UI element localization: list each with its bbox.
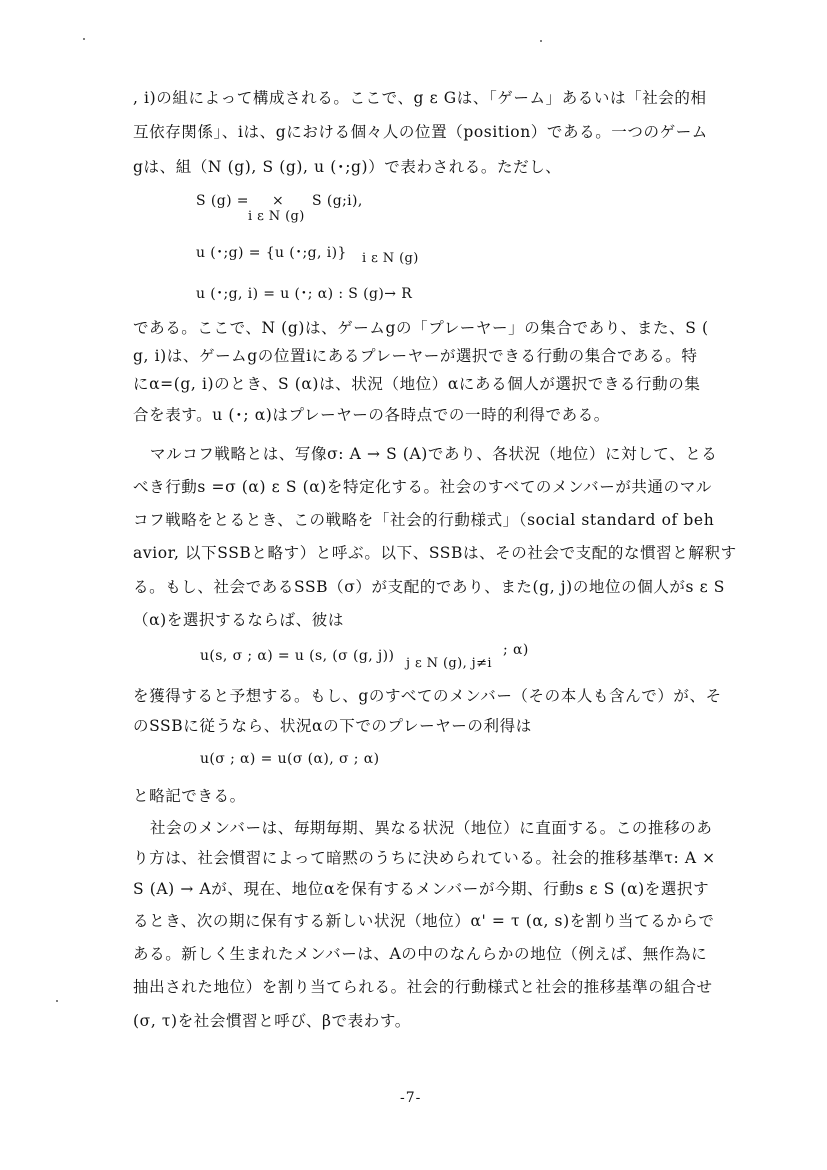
text-line: を獲得すると予想する。もし、gのすべてのメンバー（その本人も含んで）が、そ xyxy=(133,687,722,705)
text-line: , i)の組によって構成される。ここで、g ε Gは、「ゲーム」あるいは「社会的相 xyxy=(133,89,707,107)
text-line: g, i)は、ゲームgの位置iにあるプレーヤーが選択できる行動の集合である。特 xyxy=(133,347,698,365)
text-line: のSSBに従うなら、状況αの下でのプレーヤーの利得は xyxy=(133,717,532,735)
equation-lhs: S (g) = xyxy=(196,193,249,209)
text-line: にα=(g, i)のとき、S (α)は、状況（地位）αにある個人が選択できる行動の集 xyxy=(133,375,701,393)
text-line: である。ここで、N (g)は、ゲームgの「プレーヤー」の集合であり、また、S ( xyxy=(133,319,709,337)
equation-3: u (･;g, i) = u (･; α) : S (g)→ R xyxy=(196,286,413,302)
text-line: 抽出された地位）を割り当てられる。社会的行動様式と社会的推移基準の組合せ xyxy=(133,978,713,996)
scan-speck xyxy=(540,40,542,42)
text-line: る。もし、社会であるSSB（σ）が支配的であり、また(g, j)の地位の個人がs ε S xyxy=(133,578,725,596)
text-line: （α)を選択するならば、彼は xyxy=(133,611,344,629)
scan-speck xyxy=(83,38,85,40)
text-line: gは、組（N (g), S (g), u (･;g)）で表わされる。ただし、 xyxy=(133,158,562,176)
equation-rhs: S (g;i), xyxy=(312,193,363,209)
text-line: べき行動s =σ (α) ε S (α)を特定化する。社会のすべてのメンバーが共通のマル xyxy=(133,478,712,496)
equation-subscript: i ε N (g) xyxy=(362,251,419,266)
scan-speck xyxy=(56,1000,58,1002)
text-line: (σ, τ)を社会慣習と呼び、βで表わす。 xyxy=(133,1012,411,1030)
text-line: り方は、社会慣習によって暗黙のうちに決められている。社会的推移基準τ: A × xyxy=(133,849,716,867)
text-line: avior, 以下SSBと略す）と呼ぶ。以下、SSBは、その社会で支配的な慣習と解釈す xyxy=(133,544,737,562)
equation-5: u(σ ; α) = u(σ (α), σ ; α) xyxy=(200,751,380,767)
text-line: 合を表す。u (･; α)はプレーヤーの各時点での一時的利得である。 xyxy=(133,406,610,424)
text-line: コフ戦略をとるとき、この戦略を「社会的行動様式」（social standard of beh xyxy=(133,511,715,529)
equation-subscript: j ε N (g), j≠i xyxy=(406,656,492,671)
text-line: ある。新しく生まれたメンバーは、Aの中のなんらかの地位（例えば、無作為に xyxy=(133,945,708,963)
equation-text: u(s, σ ; α) = u (s, (σ (g, j)) xyxy=(200,648,395,664)
text-line: 互依存関係」、iは、gにおける個々人の位置（position）である。一つのゲーム xyxy=(133,123,708,141)
page-number: -7- xyxy=(400,1090,422,1106)
text-line: マルコフ戦略とは、写像σ: A → S (A)であり、各状況（地位）に対して、とる xyxy=(150,445,718,463)
text-line: と略記できる。 xyxy=(133,787,246,805)
equation-text: u (･;g) = {u (･;g, i)} xyxy=(196,245,347,261)
equation-tail: ; α) xyxy=(503,642,529,658)
equation-subscript: i ε N (g) xyxy=(248,209,305,224)
text-line: るとき、次の期に保有する新しい状況（地位）α' = τ (α, s)を割り当てるからで xyxy=(133,912,715,930)
equation-operator: × xyxy=(272,193,285,209)
text-line: 社会のメンバーは、毎期毎期、異なる状況（地位）に直面する。この推移のあ xyxy=(150,819,713,837)
text-line: S (A) → Aが、現在、地位αを保有するメンバーが今期、行動s ε S (α)を選択す xyxy=(133,880,710,898)
